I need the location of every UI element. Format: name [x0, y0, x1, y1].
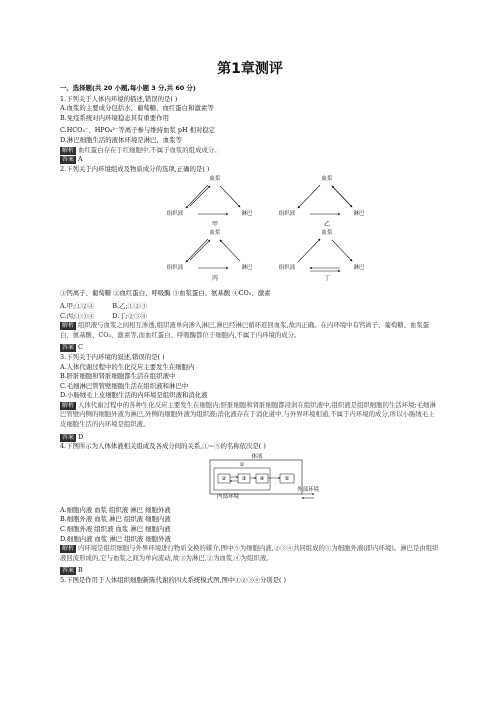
q2-option-a: A.甲;①②④ [60, 301, 95, 310]
question-5 [60, 576, 440, 586]
q4-answer: B [78, 566, 83, 575]
answer-tag: 答案 [62, 433, 75, 441]
fig4-top-label: 体液 [251, 453, 263, 460]
question-4 [60, 442, 440, 576]
diagram-jia-name: 甲 [211, 221, 218, 229]
answer-tag: 答案 [62, 344, 75, 352]
question-3 [60, 353, 440, 442]
fig4-right-label: 外部环境 [296, 486, 319, 493]
q2-option-b: B.乙;①②③ [112, 301, 147, 310]
diagram-ding-left: 组织液 [278, 265, 296, 272]
q3-option-d: D.小肠绒毛上皮细胞生活的内环境是组织液和消化液 [60, 391, 208, 400]
diagram-yi [272, 176, 382, 230]
q3-option-b: B.肝脏细胞和肾脏细胞都生活在组织液中 [60, 372, 176, 381]
diagram-jia-top: 血浆 [209, 176, 221, 183]
section-heading: 一、选择题(共 20 小题,每小题 3 分,共 60 分) [60, 84, 196, 92]
diagram-ding-top: 血浆 [321, 230, 333, 237]
explanation-tag: 解析 [62, 545, 75, 553]
diagram-bing-top: 血浆 [209, 230, 221, 237]
q4-option-c: C.细胞外液 组织液 血浆 淋巴 细胞内液 [60, 525, 171, 534]
question-2 [60, 165, 440, 353]
q1-answer: A [78, 155, 83, 164]
diagram-jia-left: 组织液 [166, 211, 184, 218]
q3-option-a: A.人体代谢过程中的生化反应主要发生在细胞内 [60, 362, 195, 371]
fig4-bottom-label: 内部环境 [216, 493, 239, 500]
q4-option-d: D.细胞内液 血浆 淋巴 组织液 细胞外液 [60, 534, 171, 543]
q4-option-a: A.细胞内液 血浆 组织液 淋巴 细胞外液 [60, 505, 171, 514]
q2-items: ①钙离子、葡萄糖 ②血红蛋白、呼吸酶 ③血浆蛋白、氨基酸 ④CO₂、激素 [60, 289, 271, 298]
diagram-jia [160, 176, 270, 230]
explanation-tag: 解析 [62, 401, 75, 409]
q2-option-c: C.丙;①③④ [60, 311, 95, 320]
q4-option-b: B.细胞外液 血浆 淋巴 组织液 细胞内液 [60, 515, 171, 524]
page-title: 第1章测评 [217, 61, 283, 77]
diagram-jia-right: 淋巴 [241, 211, 253, 218]
fig4-node-5: ⑤ [284, 475, 290, 482]
explanation-tag: 解析 [62, 146, 75, 154]
q1-option-a: A.血浆的主要成分包括水、葡萄糖、血红蛋白和激素等 [60, 104, 214, 113]
diagram-ding-name: 丁 [323, 275, 330, 283]
diagram-bing-left: 组织液 [166, 265, 184, 272]
fig4-node-2: ② [221, 475, 227, 482]
q3-explanation: 人体代谢过程中的各种生化反应主要发生在细胞内;肝脏细胞和肾脏细胞都浸润在组织液中,组织液是组织细胞的生活环境;毛细淋巴管壁内侧的细胞外液为淋巴,外侧的细胞外液为组织液;消化液存在于消化道中,与外界环境相通,不属于内环境的成分,所以小肠绒毛上皮细胞生活的内环境是组织液。 [60, 400, 436, 429]
answer-tag: 答案 [62, 156, 75, 164]
q3-option-c: C.毛细淋巴管管壁细胞生活在组织液和淋巴中 [60, 381, 189, 390]
q2-answer: C [78, 343, 83, 352]
fig4-node-3: ③ [241, 475, 247, 482]
document-page [60, 60, 440, 586]
q2-explanation: 组织液与血浆之间相互渗透,组织液单向渗入淋巴,淋巴经淋巴循环返回血浆,故丙正确。在内环境中有钙离子、葡萄糖、血浆蛋白、氨基酸、CO₂、激素等,而血红蛋白、呼吸酶都位于细胞内,不属于内环境的成分。 [60, 321, 430, 339]
diagram-yi-top: 血浆 [321, 176, 333, 183]
fig4-node-1: ① [239, 461, 245, 468]
q3-stem: 3.下列关于内环境的叙述,错误的是( ) [60, 352, 165, 361]
q1-option-b: B.免疫系统对内环境稳态具有重要作用 [60, 113, 169, 122]
diagram-bing-right: 淋巴 [241, 265, 253, 272]
question-1 [60, 95, 440, 165]
diagram-yi-left: 组织液 [278, 211, 296, 218]
fig4-node-4: ④ [259, 475, 265, 482]
explanation-tag: 解析 [62, 322, 75, 330]
diagram-yi-name: 乙 [323, 221, 330, 229]
q4-stem: 4.下图所示为人体体液相关组成及各成分间的关系,①~⑤的名称依次是( ) [60, 442, 266, 451]
q4-explanation: 内环境是组织细胞与外界环境进行物质交换的媒介,图中⑤为细胞内液,②③④共同组成的①为细胞外液(即内环境)。淋巴是由组织液回流形成的,它与血浆之间为单向流动,故③为淋巴,②为血浆,④为组织液。 [60, 544, 439, 562]
q3-answer: D [78, 432, 84, 441]
q1-explanation: 血红蛋白存在于红细胞中,不属于血浆的组成成分。 [78, 145, 221, 154]
q1-option-d: D.淋巴细胞生活的液体环境是淋巴、血浆等 [60, 135, 182, 144]
q2-option-d: D.丁;②③④ [112, 311, 148, 320]
diagram-ding [272, 230, 382, 284]
q1-option-c: C.HCO₃⁻、HPO₄²⁻等离子参与维持血浆 pH 相对稳定 [60, 126, 216, 135]
diagram-bing-name: 丙 [211, 275, 218, 283]
q4-figure [60, 454, 440, 504]
q2-diagrams [60, 176, 440, 286]
q2-stem: 2.下列关于内环境组成及物质成分的选项,正确的是( ) [60, 164, 210, 173]
q5-stem: 5.下图是作用于人体组织细胞新陈代谢的四大系统模式图,图中①②③④分别是( ) [60, 576, 287, 584]
diagram-yi-right: 淋巴 [353, 211, 365, 218]
diagram-ding-right: 淋巴 [353, 265, 365, 272]
q1-stem: 1.下列关于人体内环境的描述,错误的是( ) [60, 94, 178, 103]
diagram-bing [160, 230, 270, 284]
answer-tag: 答案 [62, 567, 75, 575]
